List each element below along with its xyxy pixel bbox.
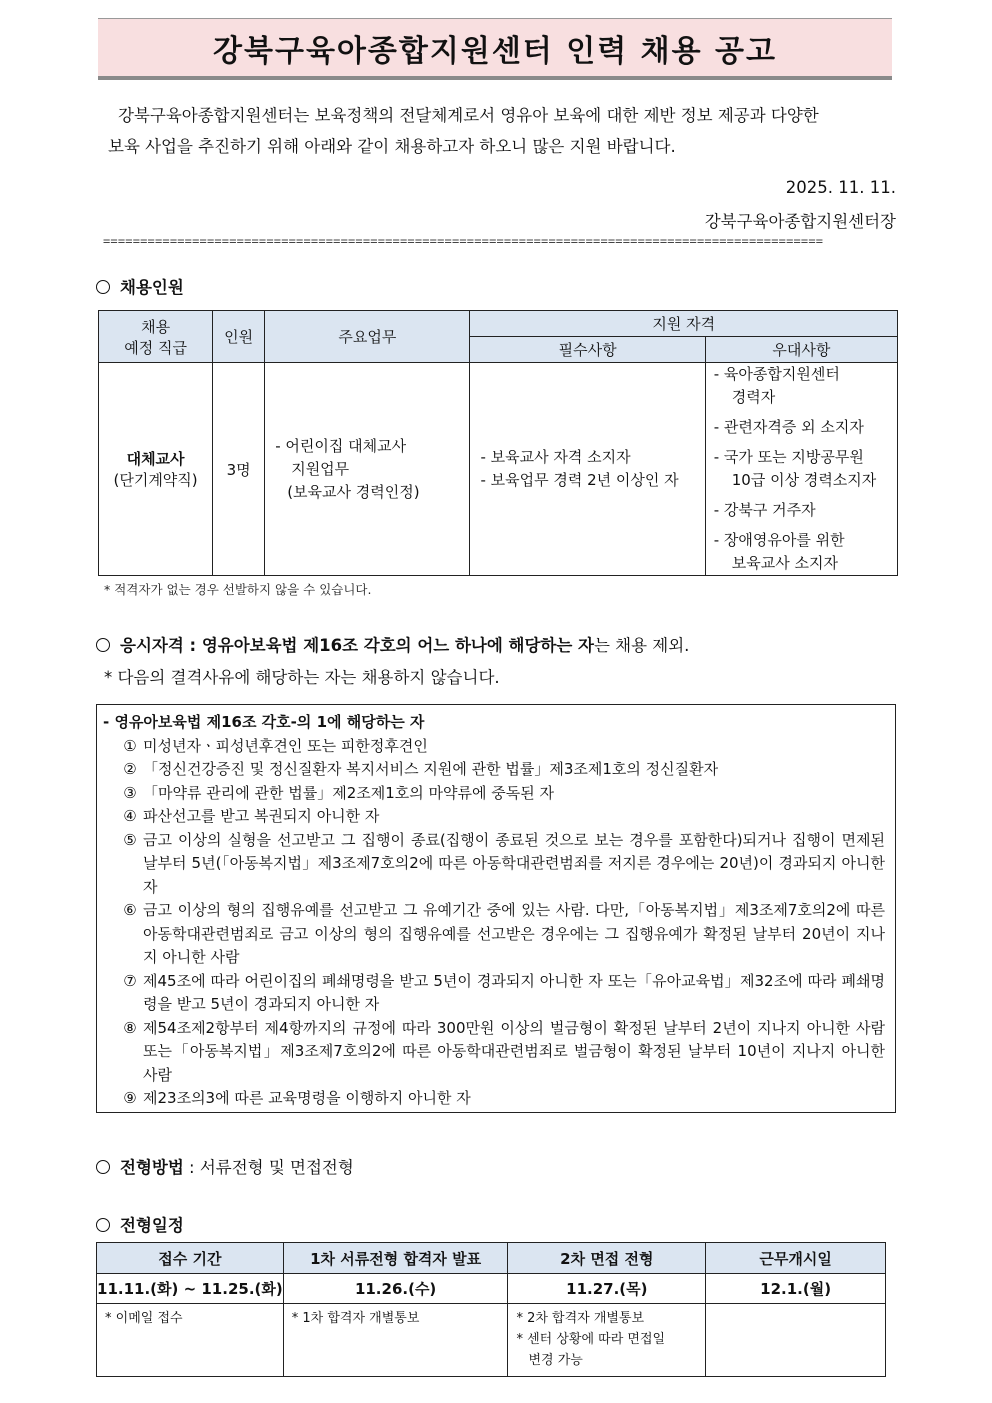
item-number: ⑦ [123,971,137,990]
schedule-header-second: 2차 면접 전형 [508,1243,706,1274]
qualification-suffix: 는 채용 제외. [594,636,690,655]
item-text: 제54조제2항부터 제4항까지의 규정에 따라 300만원 이상의 벌금형이 확정된 날부터 2년이 지나지 아니한 사람 또는「아동복지법」제3조제7호의2에 따른 아동학대관련범죄로 벌금형이 확정된 날부터 10년이 지나지 아니한 사람 [143,1018,885,1084]
qualification-note: * 다음의 결격사유에 해당하는 자는 채용하지 않습니다. [104,668,500,687]
disqualification-item [117,970,885,1017]
header-required: 필수사항 [470,337,705,363]
schedule-note: * 이메일 접수 [105,1311,183,1326]
duty-item: 지원업무 [291,459,350,478]
item-number: ⑥ [123,901,137,919]
item-text: 금고 이상의 형의 집행유예를 선고받고 그 유예기간 중에 있는 사람. 다만,「아동복지법」제3조제7호의2에 따른 아동학대관련범죄로 금고 이상의 형의 집행유예를 선고받은 경우에는 그 집행유예가 확정된 날부터 20년이 지나지 아니한 사람 [143,901,885,966]
item-text: 미성년자ㆍ피성년후견인 또는 피한정후견인 [143,736,428,755]
disqualification-list [103,735,885,1111]
disqualification-box [96,704,896,1113]
required-item: - 보육업무 경력 2년 이상인 자 [480,471,679,489]
header-preferred: 우대사항 [705,337,897,363]
preferred-item: - 관련자격증 외 소지자 [713,418,864,436]
disqualification-item [117,758,885,782]
intro-line-2: 보육 사업을 추진하기 위해 아래와 같이 채용하고자 하오니 많은 지원 바랍니다. [108,137,676,156]
item-number: ⑧ [123,1018,137,1037]
section-hire-label: 채용인원 [120,278,184,297]
separator-line: ================================================================================================= [103,234,824,248]
cell-count: 3명 [213,363,265,576]
header-position [99,311,213,363]
preferred-item: - 장애영유아를 위한 [713,531,845,549]
schedule-note: * 1차 합격자 개별통보 [291,1311,420,1326]
notice-date: 2025. 11. 11. [785,178,896,197]
position-name: 대체교사 [126,450,185,468]
schedule-note: * 센터 상황에 따라 면접일 [516,1332,666,1347]
disqualification-item [117,1017,885,1088]
circle-bullet-icon [96,638,110,652]
section-schedule-heading [96,1212,184,1236]
schedule-date-second: 11.27.(목) [508,1274,706,1304]
cell-position [99,363,213,576]
item-text: 제45조에 따라 어린이집의 폐쇄명령을 받고 5년이 경과되지 아니한 자 또는「유아교육법」제32조에 따라 폐쇄명령을 받고 5년이 경과되지 아니한 자 [143,971,885,1013]
item-number: ③ [123,783,137,802]
preferred-item: 보육교사 소지자 [731,554,838,572]
method-value: : 서류전형 및 면접전형 [189,1158,354,1177]
circle-bullet-icon [96,1218,110,1232]
circle-bullet-icon [96,1160,110,1174]
preferred-item: 10급 이상 경력소지자 [731,471,877,489]
header-duty: 주요업무 [265,311,470,363]
header-qualification: 지원 자격 [470,311,898,337]
disqualification-item [117,735,885,759]
issuer: 강북구육아종합지원센터장 [704,212,896,231]
disqualification-item [117,829,885,900]
item-text: 「마약류 관리에 관한 법률」제2조제1호의 마약류에 중독된 자 [143,783,554,802]
section-hire-heading [96,274,184,298]
schedule-header-first: 1차 서류전형 합격자 발표 [283,1243,508,1274]
item-number: ② [123,760,137,778]
intro-paragraph [108,100,898,162]
schedule-note-start [706,1304,886,1377]
preferred-item: - 국가 또는 지방공무원 [713,448,864,466]
qualification-label: 응시자격 : 영유아보육법 제16조 각호의 어느 하나에 해당하는 자 [120,636,594,655]
header-position-line2: 예정 직급 [124,338,187,357]
cell-duty [265,363,470,576]
preferred-item: - 강북구 거주자 [713,501,816,519]
method-label: 전형방법 [120,1158,184,1177]
cell-preferred [705,363,897,576]
schedule-date-first: 11.26.(수) [283,1274,508,1304]
item-number: ⑨ [123,1089,137,1107]
disqualification-item [117,805,885,829]
schedule-note: * 2차 합격자 개별통보 [516,1311,645,1326]
cell-required [470,363,705,576]
item-number: ① [123,736,137,755]
required-item: - 보육교사 자격 소지자 [480,448,631,466]
item-number: ④ [123,807,137,825]
disqualification-item [117,899,885,970]
schedule-date-start: 12.1.(월) [706,1274,886,1304]
disqualification-heading: - 영유아보육법 제16조 각호-의 1에 해당하는 자 [103,713,425,731]
duty-item: - 어린이집 대체교사 [275,436,407,455]
disqualification-item [117,782,885,806]
section-qualification-heading [96,632,689,656]
schedule-note-first [283,1304,508,1377]
preferred-item: 경력자 [731,388,776,406]
position-type: (단기계약직) [113,471,198,489]
schedule-label: 전형일정 [120,1216,184,1235]
section-method-heading [96,1154,354,1178]
preferred-item: - 육아종합지원센터 [713,365,840,383]
header-position-line1: 채용 [141,317,171,336]
title-banner [98,18,892,80]
schedule-note: 변경 가능 [528,1353,583,1368]
duty-item: (보육교사 경력인정) [287,482,420,501]
hire-table [98,310,898,576]
schedule-header-start: 근무개시일 [706,1243,886,1274]
disqualification-item [117,1087,885,1111]
intro-line-1: 강북구육아종합지원센터는 보육정책의 전달체계로서 영유아 보육에 대한 제반 정보 제공과 다양한 [118,106,819,125]
schedule-note-second [508,1304,706,1377]
schedule-table [96,1242,886,1377]
schedule-note-receipt [97,1304,284,1377]
page-title: 강북구육아종합지원센터 인력 채용 공고 [213,33,777,69]
header-count: 인원 [213,311,265,363]
item-number: ⑤ [123,830,137,849]
item-text: 「정신건강증진 및 정신질환자 복지서비스 지원에 관한 법률」제3조제1호의 정신질환자 [143,760,719,778]
item-text: 제23조의3에 따른 교육명령을 이행하지 아니한 자 [143,1089,471,1107]
item-text: 파산선고를 받고 복권되지 아니한 자 [143,807,380,825]
schedule-header-receipt: 접수 기간 [97,1243,284,1274]
circle-bullet-icon [96,280,110,294]
schedule-date-receipt: 11.11.(화) ~ 11.25.(화) [97,1274,284,1304]
item-text: 금고 이상의 실형을 선고받고 그 집행이 종료(집행이 종료된 것으로 보는 경우를 포함한다)되거나 집행이 면제된 날부터 5년(「아동복지법」제3조제7호의2에 따른 아동학대관련범죄를 저지른 경우에는 20년)이 경과되지 아니한 자 [143,830,885,896]
hire-note: * 적격자가 없는 경우 선발하지 않을 수 있습니다. [104,582,372,597]
